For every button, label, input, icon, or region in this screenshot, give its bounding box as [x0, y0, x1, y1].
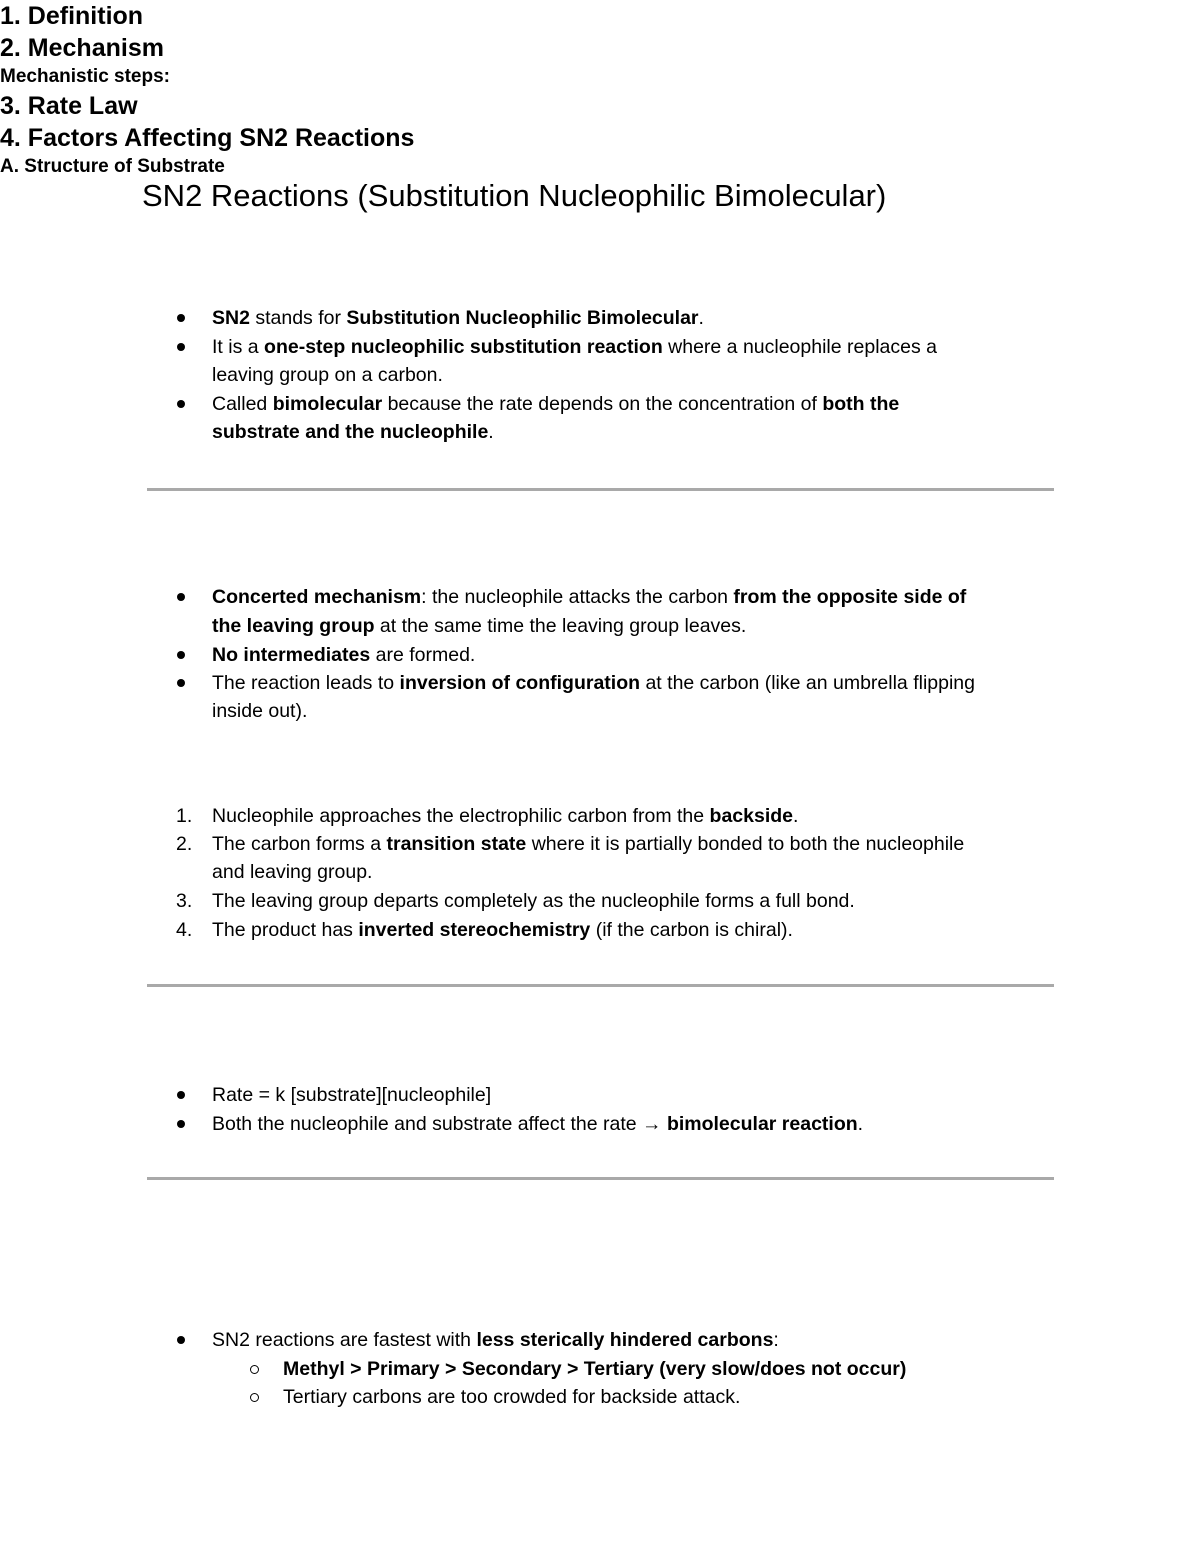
bullet-icon	[177, 1336, 185, 1344]
subheading-structure-of-substrate: A. Structure of Substrate	[0, 156, 225, 177]
horizontal-divider	[147, 488, 1054, 491]
list-number: 1.	[176, 805, 193, 827]
list-item: Nucleophile approaches the electrophilic carbon from the backside.	[212, 805, 799, 827]
list-item: Rate = k [substrate][nucleophile]	[212, 1084, 492, 1106]
list-number: 4.	[176, 919, 193, 941]
sub-list-item: Methyl > Primary > Secondary > Tertiary (very slow/does not occur)	[283, 1358, 907, 1380]
list-item: No intermediates are formed.	[212, 644, 476, 666]
list-item: Both the nucleophile and substrate affect the rate → bimolecular reaction.	[212, 1113, 864, 1135]
list-item: SN2 stands for Substitution Nucleophilic Bimolecular.	[212, 307, 704, 329]
section-heading-factors: 4. Factors Affecting SN2 Reactions	[0, 124, 415, 152]
bullet-icon	[177, 593, 185, 601]
list-item-continuation: inside out).	[212, 700, 308, 722]
list-item: The product has inverted stereochemistry (if the carbon is chiral).	[212, 919, 793, 941]
bullet-icon	[177, 1091, 185, 1099]
list-item: It is a one-step nucleophilic substitution reaction where a nucleophile replaces a	[212, 336, 937, 358]
section-heading-rate-law: 3. Rate Law	[0, 92, 138, 120]
sub-bullet-icon	[250, 1393, 259, 1402]
list-item: Called bimolecular because the rate depends on the concentration of both the	[212, 393, 900, 415]
list-item: SN2 reactions are fastest with less sterically hindered carbons:	[212, 1329, 779, 1351]
list-number: 3.	[176, 890, 193, 912]
horizontal-divider	[147, 984, 1054, 987]
sub-bullet-icon	[250, 1365, 259, 1374]
list-item-continuation: the leaving group at the same time the leaving group leaves.	[212, 615, 747, 637]
section-heading-definition: 1. Definition	[0, 2, 144, 30]
bullet-icon	[177, 400, 185, 408]
subheading-mechanistic-steps: Mechanistic steps:	[0, 66, 170, 87]
list-item-continuation: and leaving group.	[212, 861, 373, 883]
horizontal-divider	[147, 1177, 1054, 1180]
page-title: SN2 Reactions (Substitution Nucleophilic Bimolecular)	[142, 178, 887, 213]
list-number: 2.	[176, 833, 193, 855]
section-heading-mechanism: 2. Mechanism	[0, 34, 164, 62]
list-item: The reaction leads to inversion of configuration at the carbon (like an umbrella flipping	[212, 672, 975, 694]
list-item: Concerted mechanism: the nucleophile attacks the carbon from the opposite side of	[212, 586, 967, 608]
bullet-icon	[177, 314, 185, 322]
bullet-icon	[177, 651, 185, 659]
bullet-icon	[177, 679, 185, 687]
bullet-icon	[177, 1120, 185, 1128]
bullet-icon	[177, 343, 185, 351]
list-item-continuation: substrate and the nucleophile.	[212, 421, 494, 443]
sub-list-item: Tertiary carbons are too crowded for backside attack.	[283, 1386, 741, 1408]
list-item: The carbon forms a transition state where it is partially bonded to both the nucleophile	[212, 833, 965, 855]
list-item-continuation: leaving group on a carbon.	[212, 364, 443, 386]
list-item: The leaving group departs completely as the nucleophile forms a full bond.	[212, 890, 855, 912]
